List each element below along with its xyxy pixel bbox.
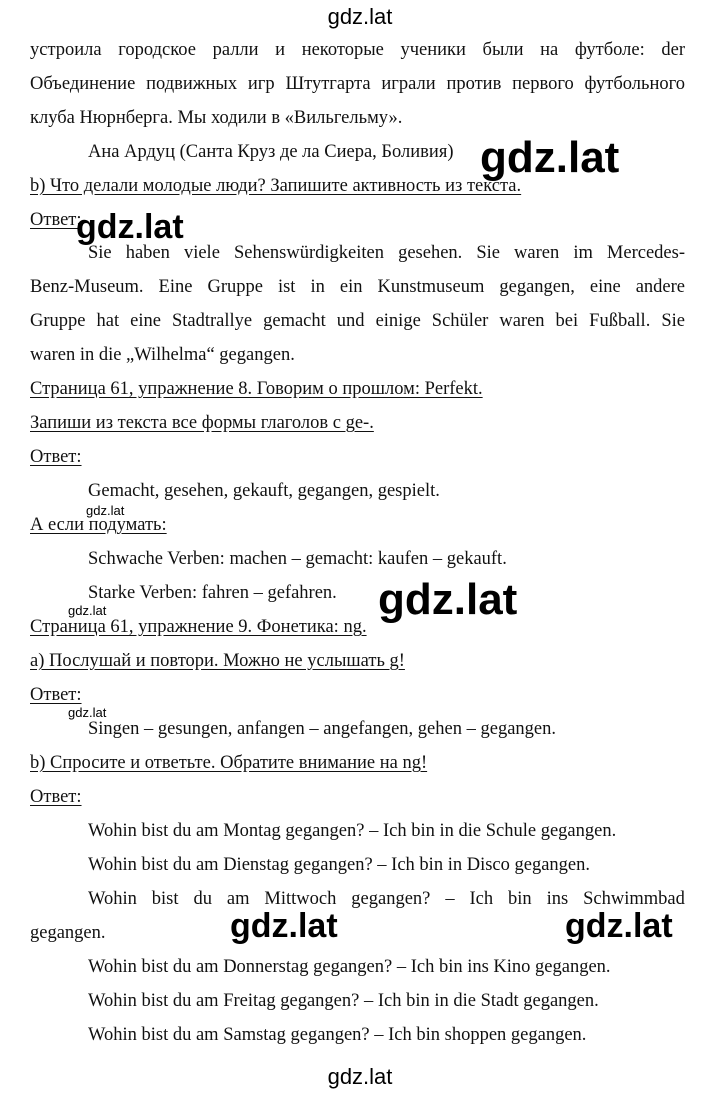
dialogue-line-wednesday-cont: gegangen. [30,923,106,943]
dialogue-line-saturday: Wohin bist du am Samstag gegangen? – Ich bin shoppen gegangen. [88,1025,587,1045]
dialogue-line-monday: Wohin bist du am Montag gegangen? – Ich bin in die Schule gegangen. [88,821,617,841]
word: Ich [469,889,494,909]
watermark: gdz.lat [68,603,107,618]
dialogue-line-thursday: Wohin bist du am Donnerstag gegangen? – Ich bin ins Kino gegangen. [88,957,611,977]
word: bin [508,889,532,909]
answer-b-line: Gruppe hat eine Stadtrallye gemacht und einige Schüler waren bei Fußball. Sie [30,311,685,331]
paragraph-line: Объединение подвижных игр Штутгарта играли против первого футбольного [30,74,685,94]
exercise-8-heading: Страница 61, упражнение 8. Говорим о прошлом: Perfekt. [30,379,483,399]
watermark: gdz.lat [565,907,673,945]
answer-label: Ответ: [30,447,82,467]
strong-verbs: Starke Verben: fahren – gefahren. [88,583,337,603]
answer-b-line: waren in die „Wilhelma“ gegangen. [30,345,295,365]
word: bist [151,889,179,909]
dialogue-line-friday: Wohin bist du am Freitag gegangen? – Ich bin in die Stadt gegangen. [88,991,599,1011]
exercise-8-answer: Gemacht, gesehen, gekauft, gegangen, gespielt. [88,481,440,501]
header-watermark: gdz.lat [327,4,393,29]
paragraph-line: клуба Нюрнберга. Мы ходили в «Вильгельму». [30,108,403,128]
word: Mittwoch [264,889,337,909]
answer-b-line: Benz-Museum. Eine Gruppe ist in ein Kunstmuseum gegangen, eine andere [30,277,685,297]
dialogue-line-tuesday: Wohin bist du am Dienstag gegangen? – Ich bin in Disco gegangen. [88,855,591,875]
weak-verbs: Schwache Verben: machen – gemacht: kaufen – gekauft. [88,549,507,569]
footer-watermark: gdz.lat [327,1064,393,1089]
word: du [193,889,212,909]
answer-label: Ответ: [30,787,82,807]
signature: Ана Ардуц (Санта Круз де ла Сиера, Боливия) [88,142,454,162]
exercise-9-answer-a: Singen – gesungen, anfangen – angefangen, gehen – gegangen. [88,719,556,739]
watermark: gdz.lat [480,133,620,182]
paragraph-line: устроила городское ралли и некоторые ученики были на футболе: der [30,40,685,60]
exercise-9-task-a: a) Послушай и повтори. Можно не услышать g! [30,651,405,671]
watermark: gdz.lat [76,208,184,246]
exercise-8-task: Запиши из текста все формы глаголов с ge-. [30,413,374,433]
answer-label: Ответ: [30,210,82,230]
word: – [445,889,455,909]
watermark: gdz.lat [378,575,518,624]
answer-b-line: Sie haben viele Sehenswürdigkeiten gesehen. Sie waren im Mercedes- [88,243,685,263]
word: Wohin [88,889,137,909]
word: am [226,889,250,909]
watermark: gdz.lat [68,705,107,720]
watermark: gdz.lat [230,907,338,945]
exercise-9-heading: Страница 61, упражнение 9. Фонетика: ng. [30,617,367,637]
watermark: gdz.lat [86,503,125,518]
answer-label: Ответ: [30,685,82,705]
exercise-9-task-b: b) Спросите и ответьте. Обратите внимание на ng! [30,753,428,773]
task-b-heading: b) Что делали молодые люди? Запишите активность из текста. [30,176,522,196]
word: gegangen? [351,889,431,909]
word: Schwimmbad [583,889,685,909]
word: ins [546,889,569,909]
think-label: А если подумать: [30,515,167,535]
